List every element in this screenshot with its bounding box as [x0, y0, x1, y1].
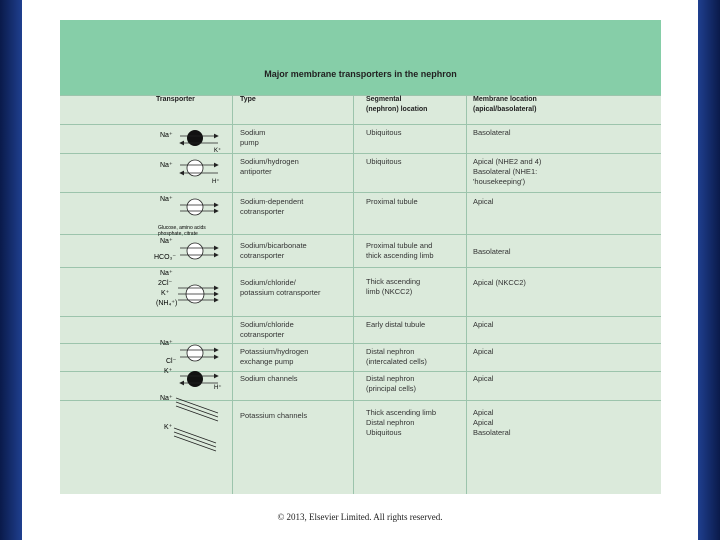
row-8-ion-na: Na⁺ [160, 395, 173, 402]
row-5-ion-nh4: (NH₄⁺) [156, 300, 178, 307]
row-9-type: Potassium channels [240, 411, 308, 420]
row-1-type: Sodium pump [240, 128, 266, 147]
transporter-icons [60, 95, 232, 494]
row-2-segment: Ubiquitous [366, 157, 402, 166]
row-6-type: Sodium/chloride cotransporter [240, 320, 294, 339]
row-4-ion-hco3: HCO₃⁻ [154, 254, 177, 261]
row-6-segment: Early distal tubule [366, 320, 426, 329]
header-transporter: Transporter [156, 96, 195, 103]
row-2-membrane: Apical (NHE2 and 4) Basolateral (NHE1: 'housekeeping') [473, 157, 542, 186]
proton-pump-icon [164, 368, 222, 391]
row-3-substrates: Glucose, amino acids phosphate, citrate [158, 225, 206, 237]
row-6-ion-cl: Cl⁻ [166, 358, 177, 365]
sodium-pump-icon [160, 130, 221, 154]
row-5-ion-cl: 2Cl⁻ [158, 280, 173, 287]
row-3-membrane: Apical [473, 197, 494, 206]
left-border [0, 0, 22, 540]
row-4-membrane: Basolateral [473, 247, 511, 256]
row-2-ion-h: H⁺ [212, 179, 220, 185]
table-figure [60, 20, 661, 494]
row-5-membrane: Apical (NKCC2) [473, 278, 526, 287]
row-3-ion-na: Na⁺ [160, 196, 173, 203]
header-segmental: Segmental (nephron) location [366, 96, 428, 113]
sodium-channel-icon [160, 395, 218, 421]
row-4-type: Sodium/bicarbonate cotransporter [240, 241, 307, 260]
cotransporter-icon [158, 196, 218, 237]
antiporter-icon [160, 160, 220, 185]
row-2-type: Sodium/hydrogen antiporter [240, 157, 299, 176]
bicarbonate-cotransporter-icon [154, 238, 218, 261]
row-8-type: Sodium channels [240, 374, 298, 383]
row-4-ion-na: Na⁺ [160, 238, 173, 245]
row-7-ion-k: K⁺ [164, 368, 173, 375]
column-divider [466, 95, 467, 494]
row-7-ion-h: H⁺ [214, 385, 222, 391]
row-7-type: Potassium/hydrogen exchange pump [240, 347, 309, 366]
row-1-segment: Ubiquitous [366, 128, 402, 137]
nkcc-cotransporter-icon [156, 270, 218, 307]
row-5-ion-na: Na⁺ [160, 270, 173, 277]
row-9-membrane: Apical Apical Basolateral [473, 408, 511, 437]
row-8-segment: Distal nephron (principal cells) [366, 374, 417, 393]
row-6-membrane: Apical [473, 320, 494, 329]
row-2-ion-na: Na⁺ [160, 162, 173, 169]
row-9-ion-k: K⁺ [164, 424, 173, 431]
header-type: Type [240, 96, 256, 103]
column-divider [232, 95, 233, 494]
copyright-footer: © 2013, Elsevier Limited. All rights reserved. [277, 512, 443, 522]
column-divider [353, 95, 354, 494]
row-6-ion-na: Na⁺ [160, 340, 173, 347]
row-9-segment: Thick ascending limb Distal nephron Ubiquitous [366, 408, 437, 437]
row-3-type: Sodium-dependent cotransporter [240, 197, 304, 216]
row-7-membrane: Apical [473, 347, 494, 356]
row-5-ion-k: K⁺ [161, 290, 170, 297]
nacl-cotransporter-icon [160, 340, 218, 365]
row-7-segment: Distal nephron (intercalated cells) [366, 347, 427, 366]
row-5-type: Sodium/chloride/ potassium cotransporter [240, 278, 321, 297]
table-title: Major membrane transporters in the nephron [264, 69, 457, 79]
row-1-ion-na: Na⁺ [160, 132, 173, 139]
potassium-channel-icon [164, 424, 216, 451]
row-1-membrane: Basolateral [473, 128, 511, 137]
right-border [698, 0, 720, 540]
row-3-segment: Proximal tubule [366, 197, 418, 206]
row-5-segment: Thick ascending limb (NKCC2) [366, 277, 421, 296]
title-band [60, 20, 661, 95]
row-8-membrane: Apical [473, 374, 494, 383]
header-membrane: Membrane location (apical/basolateral) [473, 96, 537, 113]
row-1-ion-k: K⁺ [214, 148, 222, 154]
row-4-segment: Proximal tubule and thick ascending limb [366, 241, 434, 260]
